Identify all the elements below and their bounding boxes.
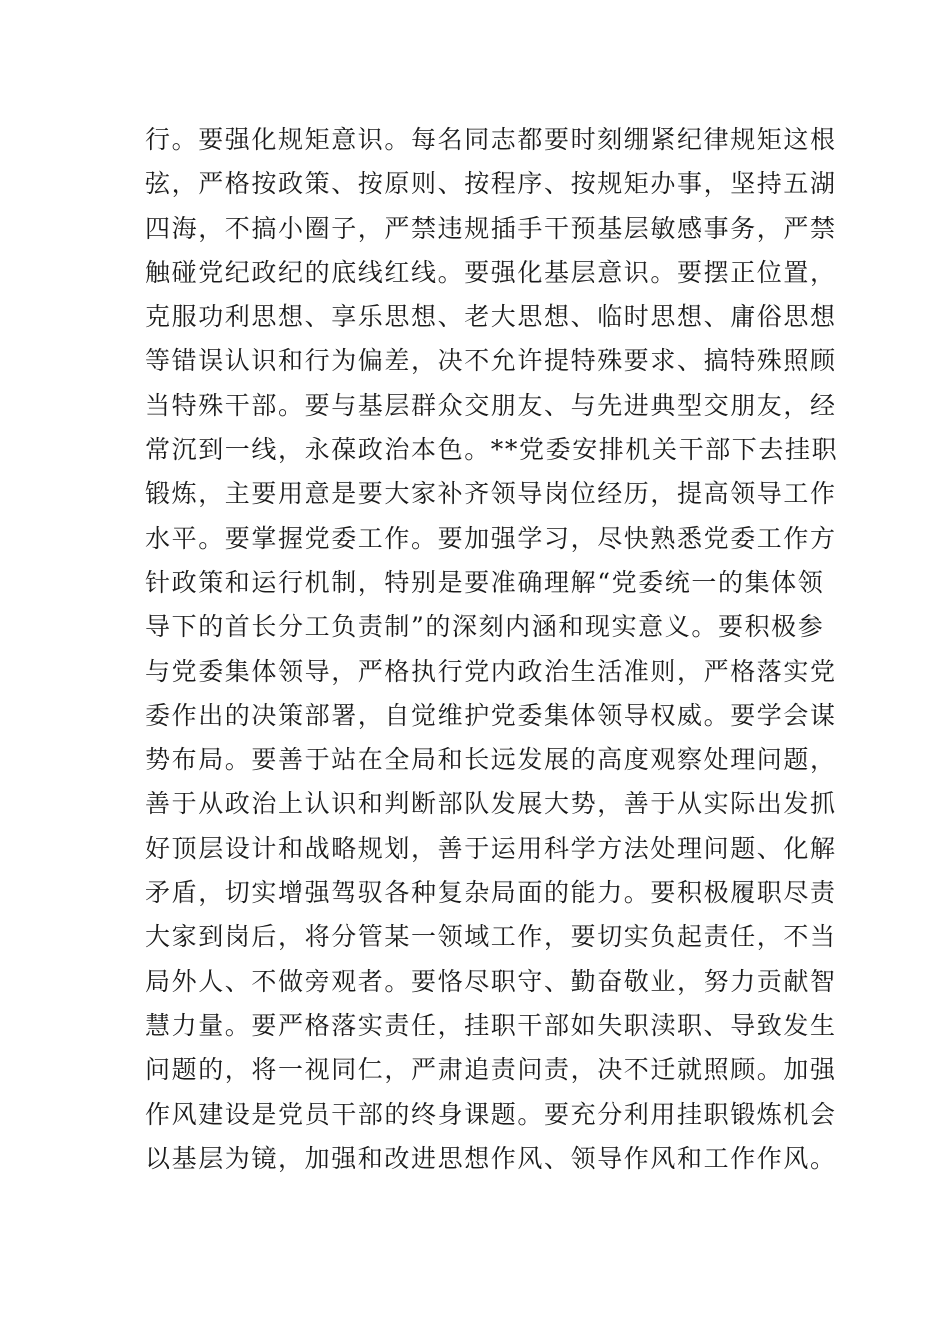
text-line-11: 针政策和运行机制，特别是要准确理解“党委统一的集体领 bbox=[145, 567, 825, 597]
text-line-7: 当特殊干部。要与基层群众交朋友、与先进典型交朋友，经 bbox=[145, 390, 837, 420]
text-line-15: 势布局。要善于站在全局和长远发展的高度观察处理问题， bbox=[145, 745, 837, 775]
text-line-17: 好顶层设计和战略规划，善于运用科学方法处理问题、化解 bbox=[145, 833, 837, 863]
text-line-18: 矛盾，切实增强驾驭各种复杂局面的能力。要积极履职尽责 bbox=[145, 878, 837, 908]
text-line-8: 常沉到一线，永葆政治本色。**党委安排机关干部下去挂职 bbox=[145, 435, 839, 465]
text-line-23: 作风建设是党员干部的终身课题。要充分利用挂职锻炼机会 bbox=[145, 1099, 837, 1129]
text-line-13: 与党委集体领导，严格执行党内政治生活准则，严格落实党 bbox=[145, 656, 837, 686]
text-line-20: 局外人、不做旁观者。要恪尽职守、勤奋敬业，努力贡献智 bbox=[145, 966, 837, 996]
text-line-6: 等错误认识和行为偏差，决不允许提特殊要求、搞特殊照顾 bbox=[145, 346, 837, 376]
text-line-9: 锻炼，主要用意是要大家补齐领导岗位经历，提高领导工作 bbox=[145, 479, 837, 509]
text-line-19: 大家到岗后，将分管某一领域工作，要切实负起责任，不当 bbox=[145, 922, 837, 952]
text-line-10: 水平。要掌握党委工作。要加强学习，尽快熟悉党委工作方 bbox=[145, 523, 837, 553]
text-line-4: 触碰党纪政纪的底线红线。要强化基层意识。要摆正位置， bbox=[145, 257, 837, 287]
text-line-2: 弦，严格按政策、按原则、按程序、按规矩办事，坚持五湖 bbox=[145, 169, 837, 199]
text-line-3: 四海，不搞小圈子，严禁违规插手干预基层敏感事务，严禁 bbox=[145, 213, 837, 243]
text-line-24: 以基层为镜，加强和改进思想作风、领导作风和工作作风。 bbox=[145, 1143, 837, 1173]
text-line-21: 慧力量。要严格落实责任，挂职干部如失职渎职、导致发生 bbox=[145, 1010, 837, 1040]
text-line-5: 克服功利思想、享乐思想、老大思想、临时思想、庸俗思想 bbox=[145, 302, 837, 332]
text-line-12: 导下的首长分工负责制”的深刻内涵和现实意义。要积极参 bbox=[145, 612, 825, 642]
body-text bbox=[145, 118, 839, 1181]
text-line-14: 委作出的决策部署，自觉维护党委集体领导权威。要学会谋 bbox=[145, 700, 837, 730]
text-line-16: 善于从政治上认识和判断部队发展大势，善于从实际出发抓 bbox=[145, 789, 837, 819]
text-line-1: 行。要强化规矩意识。每名同志都要时刻绷紧纪律规矩这根 bbox=[145, 125, 837, 154]
text-line-22: 问题的，将一视同仁，严肃追责问责，决不迁就照顾。加强 bbox=[145, 1055, 837, 1085]
